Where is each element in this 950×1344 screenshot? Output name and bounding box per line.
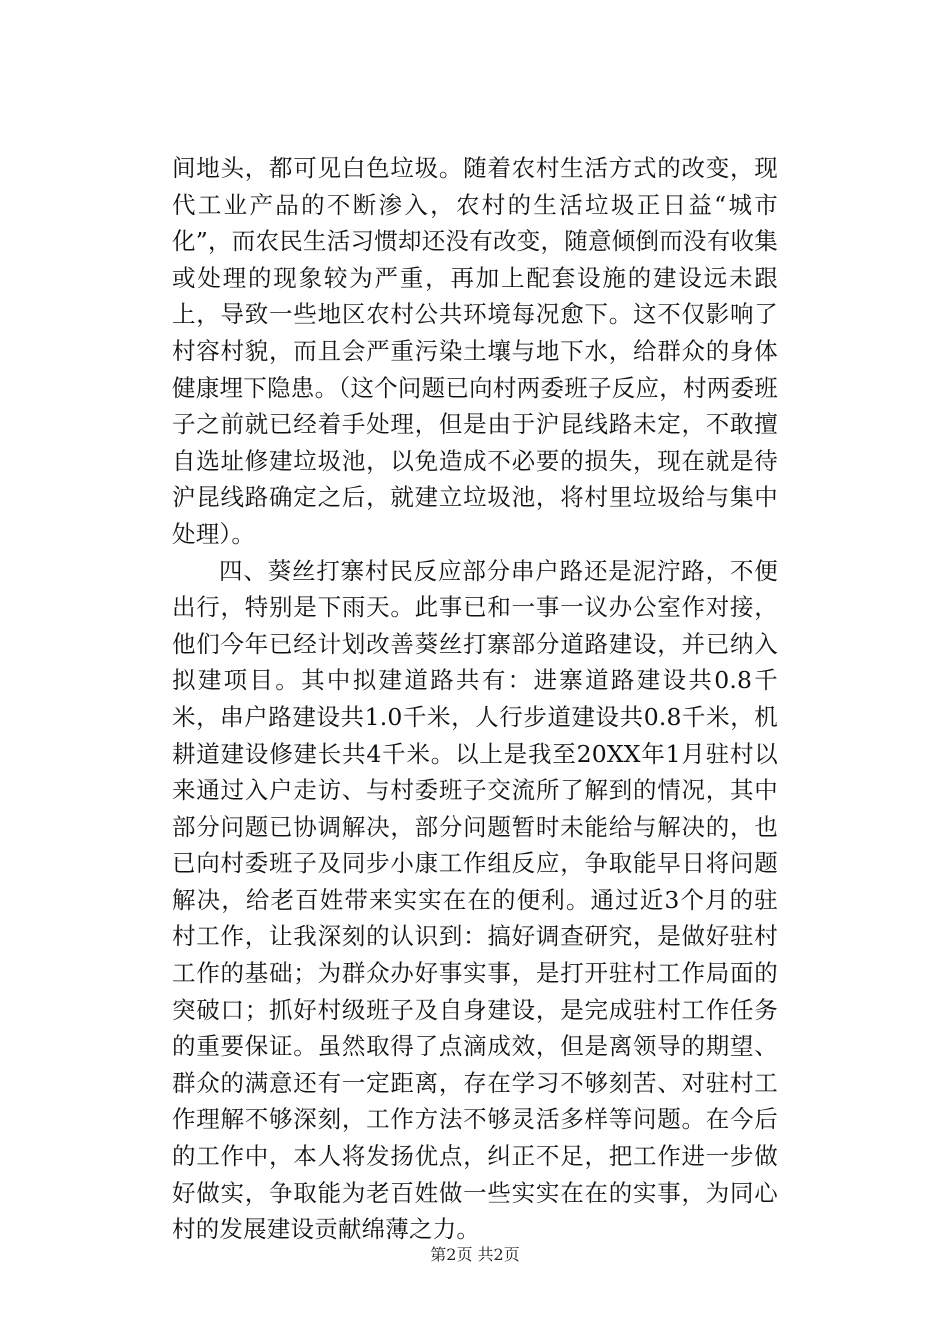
paragraph-section-four: 四、葵丝打寨村民反应部分串户路还是泥泞路，不便出行，特别是下雨天。此事已和一事一议办公室作对接，他们今年已经计划改善葵丝打寨部分道路建设，并已纳入拟建项目。其中拟建道路共有：进寨道路建设共0.8千米，串户路建设共1.0千米，人行步道建设共0.8千米，机耕道建设修建长共4千米。以上是我至20XX年1月驻村以来通过入户走访、与村委班子交流所了解到的情况，其中部分问题已协调解决，部分问题暂时未能给与解决的，也已向村委班子及同步小康工作组反应，争取能早日将问题解决，给老百姓带来实实在在的便利。通过近3个月的驻村工作，让我深刻的认识到：搞好调查研究，是做好驻村工作的基础；为群众办好事实事，是打开驻村工作局面的突破口；抓好村级班子及自身建设，是完成驻村工作任务的重要保证。虽然取得了点滴成效，但是离领导的期望、群众的满意还有一定距离，存在学习不够刻苦、对驻村工作理解不够深刻，工作方法不够灵活多样等问题。在今后的工作中，本人将发扬优点，纠正不足，把工作进一步做好做实，争取能为老百姓做一些实实在在的实事，为同心村的发展建设贡献绵薄之力。 xyxy=(172,556,778,1244)
document-body xyxy=(172,150,778,1248)
paragraph-continuation: 间地头，都可见白色垃圾。随着农村生活方式的改变，现代工业产品的不断渗入，农村的生活垃圾正日益“城市化”，而农民生活习惯却还没有改变，随意倾倒而没有收集或处理的现象较为严重，再加上配套设施的建设远未跟上，导致一些地区农村公共环境每况愈下。这不仅影响了村容村貌，而且会严重污染土壤与地下水，给群众的身体健康埋下隐患。（这个问题已向村两委班子反应，村两委班子之前就已经着手处理，但是由于沪昆线路未定，不敢擅自选址修建垃圾池，以免造成不必要的损失，现在就是待沪昆线路确定之后，就建立垃圾池，将村里垃圾给与集中处理）。 xyxy=(172,154,778,548)
page-footer: 第2页 共2页 xyxy=(430,1245,520,1264)
